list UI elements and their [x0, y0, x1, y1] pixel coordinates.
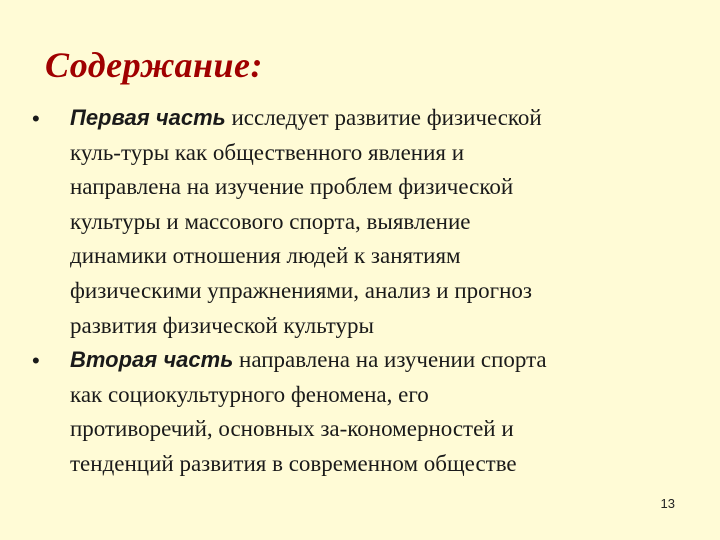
bullet-icon: •	[32, 348, 40, 374]
text-line: противоречий, основных за-кономерностей и	[70, 416, 514, 442]
line-text: направлена на изучении спорта	[233, 347, 547, 373]
bullet-list	[24, 101, 684, 482]
text-line: физическими упражнениями, анализ и прогноз	[70, 277, 532, 303]
text-line: развития физической культуры	[70, 312, 375, 338]
text-line: как социокультурного феномена, его	[70, 381, 429, 407]
page-number: 13	[660, 496, 675, 511]
list-item	[24, 343, 684, 481]
list-item-lead: Первая часть	[70, 105, 226, 130]
text-line: направлена на изучение проблем физической	[70, 174, 514, 200]
text-line: куль-туры как общественного явления и	[70, 139, 465, 165]
text-line: культуры и массового спорта, выявление	[70, 208, 471, 234]
list-item-lead: Вторая часть	[70, 347, 234, 373]
text-line: динамики отношения людей к занятиям	[70, 243, 461, 269]
text-line	[70, 343, 684, 378]
text-line: тенденций развития в современном обществе	[70, 450, 517, 476]
text-line	[70, 101, 684, 136]
list-item-text	[70, 343, 684, 481]
line-text: исследует развитие физической	[225, 105, 542, 130]
bullet-icon: •	[32, 106, 40, 131]
list-item-text	[70, 101, 684, 343]
list-item	[24, 101, 684, 343]
slide-title: Содержание:	[45, 45, 264, 85]
